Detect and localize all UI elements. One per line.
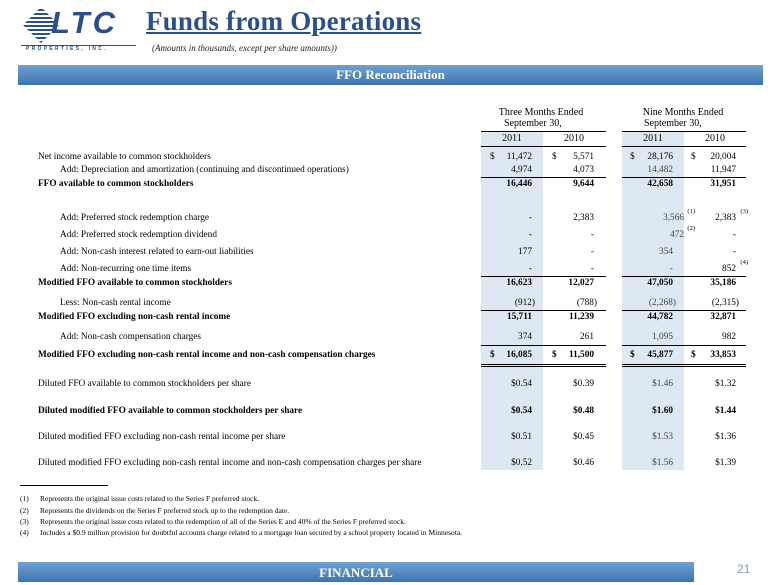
rule-total-top-nine	[622, 345, 746, 346]
table-row-noncash-rental	[0, 297, 780, 310]
row-label: Diluted modified FFO excluding non-cash rental income and non-cash compensation charges per share	[38, 458, 422, 468]
cell-value: 16,085	[506, 350, 532, 360]
footnote-1	[20, 494, 259, 504]
header-rule-three	[481, 131, 606, 132]
row-label: Modified FFO excluding non-cash rental income and non-cash compensation charges	[38, 350, 376, 360]
table-row-noncash-interest	[0, 246, 780, 259]
dollar-sign: $	[630, 350, 635, 360]
table-row-diluted-ffo	[0, 378, 780, 391]
row-label: Diluted modified FFO excluding non-cash rental income per share	[38, 432, 286, 442]
table-row-diluted-excl-rental	[0, 431, 780, 444]
cell-value: $1.53	[652, 432, 673, 442]
dollar-sign: $	[691, 350, 696, 360]
rule-total-top-three	[481, 345, 606, 346]
table-row-modified-excl-rental	[0, 311, 780, 324]
table-row-diluted-modified-ffo	[0, 405, 780, 418]
cell-value: $0.39	[573, 379, 594, 389]
cell-value: 31,951	[710, 179, 736, 189]
cell-value: -	[590, 230, 594, 240]
row-label: Add: Preferred stock redemption charge	[60, 213, 210, 223]
row-label: Add: Non-recurring one time items	[60, 264, 192, 274]
cell-value: -	[732, 247, 736, 257]
row-label: Less: Non-cash rental income	[60, 298, 171, 308]
cell-value: 1,095	[652, 332, 673, 342]
cell-value: $1.44	[715, 406, 736, 416]
row-label: Modified FFO excluding non-cash rental income	[38, 312, 231, 322]
year-col-3: 2011	[643, 133, 663, 144]
rule-total-bottom-nine-b	[622, 366, 746, 367]
cell-value: 14,482	[647, 165, 673, 175]
cell-value: 20,004	[710, 152, 736, 162]
footnote-key: (2)	[20, 506, 29, 515]
cell-value: 28,176	[647, 152, 673, 162]
cell-value: $0.54	[511, 379, 532, 389]
row-label: Modified FFO available to common stockholders	[38, 278, 232, 288]
logo-tagline: PROPERTIES, INC.	[26, 46, 108, 52]
table-row-ffo	[0, 178, 780, 191]
cell-value: -	[669, 264, 673, 274]
cell-value: 11,239	[568, 312, 594, 322]
cell-value: $1.60	[652, 406, 673, 416]
footer-banner: FINANCIAL	[18, 562, 694, 582]
cell-value: 35,186	[710, 278, 736, 288]
cell-value: 16,623	[506, 278, 532, 288]
cell-value: $1.56	[652, 458, 673, 468]
header-rule-nine	[622, 131, 746, 132]
dollar-sign: $	[691, 152, 696, 162]
cell-value: $1.36	[715, 432, 736, 442]
cell-value: $0.46	[573, 458, 594, 468]
logo-letters: LTC	[51, 5, 118, 40]
cell-value: $1.46	[652, 379, 673, 389]
cell-value: 2,383	[573, 213, 594, 223]
dollar-sign: $	[552, 350, 557, 360]
cell-value: 16,446	[506, 179, 532, 189]
cell-value: 12,027	[568, 278, 594, 288]
dollar-sign: $	[552, 152, 557, 162]
table-row-preferred-dividend: Add: Preferred stock redemption dividend - - 472 (2) -	[60, 225, 736, 240]
year-col-2: 2010	[564, 133, 584, 144]
year-col-1: 2011	[502, 133, 522, 144]
footnote-key: (1)	[20, 494, 29, 503]
footnote-text: Represents the original issue costs related to the Series F preferred stock.	[40, 494, 260, 503]
cell-value: 45,877	[647, 350, 673, 360]
cell-value: $0.48	[573, 406, 594, 416]
cell-value: -	[528, 230, 532, 240]
table-row-depreciation	[0, 164, 780, 177]
cell-value: 11,472	[506, 152, 532, 162]
cell-value: 11,947	[710, 165, 736, 175]
cell-value: (788)	[576, 298, 597, 308]
row-label: Add: Non-cash interest related to earn-out liabilities	[60, 247, 254, 257]
cell-value: 261	[580, 332, 594, 342]
cell-value: (2,268)	[648, 298, 676, 308]
cell-value: -	[732, 230, 736, 240]
cell-value: -	[590, 264, 594, 274]
footnote-text: Represents the original issue costs related to the redemption of all of the Series E and 40% of the Series F preferred stock.	[40, 517, 406, 526]
cell-value: -	[528, 264, 532, 274]
header-nine-months: Nine Months Ended September 30,	[642, 107, 724, 129]
cell-value: -	[590, 247, 594, 257]
table-row-modified-excl-rental-compensation	[0, 349, 780, 362]
rule-total-bottom-three-b	[481, 366, 606, 367]
cell-value: 177	[518, 247, 532, 257]
year-rule-three	[481, 146, 606, 147]
company-logo	[21, 5, 136, 52]
cell-value: 47,050	[647, 278, 673, 288]
cell-value: 472	[670, 230, 684, 240]
cell-value: $1.32	[715, 379, 736, 389]
cell-value: (912)	[514, 298, 535, 308]
footnote-key: (4)	[20, 528, 29, 537]
table-row-diluted-excl-rental-compensation	[0, 457, 780, 470]
footnote-2	[20, 506, 289, 516]
page-title: Funds from Operations	[146, 6, 422, 36]
cell-value: 4,974	[511, 165, 532, 175]
cell-value: $0.52	[511, 458, 532, 468]
cell-value: 42,658	[647, 179, 673, 189]
footnote-text: Includes a $0.9 million provision for doubtful accounts charge related to a mortgage loan secured by a school property located in Minnesota.	[40, 528, 463, 537]
cell-value: 852	[722, 264, 736, 274]
row-label: Add: Non-cash compensation charges	[60, 332, 202, 342]
cell-value: 4,073	[573, 165, 594, 175]
table-row-modified-ffo	[0, 277, 780, 290]
dollar-sign: $	[630, 152, 635, 162]
cell-value: 15,711	[506, 312, 532, 322]
header-three-months: Three Months Ended September 30,	[498, 107, 584, 129]
dollar-sign: $	[490, 350, 495, 360]
footnote-divider	[20, 485, 108, 486]
year-col-4: 2010	[705, 133, 725, 144]
cell-value: 44,782	[647, 312, 673, 322]
table-row-non-recurring: Add: Non-recurring one time items - - - 852 (4)	[60, 259, 748, 274]
cell-value: (2,315)	[711, 298, 739, 308]
page-number: 21	[737, 562, 751, 576]
cell-value: 32,871	[710, 312, 736, 322]
cell-value: $0.54	[511, 406, 532, 416]
cell-value: $0.45	[573, 432, 594, 442]
row-label: Add: Preferred stock redemption dividend	[60, 230, 217, 240]
row-label: Add: Depreciation and amortization (continuing and discontinued operations)	[60, 165, 349, 175]
footnote-3	[20, 517, 406, 527]
rule-total-bottom-three-a	[481, 364, 606, 365]
footnote-key: (3)	[20, 517, 29, 526]
table-row-preferred-charge: Add: Preferred stock redemption charge - 2,383 3,566 (1) 2,383 (3)	[60, 208, 748, 223]
table-row-net-income	[0, 151, 780, 164]
dollar-sign: $	[490, 152, 495, 162]
page-subtitle: (Amounts in thousands, except per share amounts))	[152, 43, 337, 53]
cell-value: -	[528, 213, 532, 223]
row-label: Diluted FFO available to common stockholders per share	[38, 379, 252, 389]
cell-value: 3,566	[663, 213, 684, 223]
row-label: Diluted modified FFO available to common stockholders per share	[38, 406, 303, 416]
year-rule-nine	[622, 146, 746, 147]
cell-value: 354	[659, 247, 673, 257]
footnote-4	[20, 528, 462, 538]
cell-value: $1.39	[715, 458, 736, 468]
footnote-text: Represents the dividends on the Series F preferred stock up to the redemption date.	[40, 506, 290, 515]
cell-value: 5,571	[573, 152, 594, 162]
cell-value: 33,853	[710, 350, 736, 360]
cell-value: 9,644	[573, 179, 594, 189]
cell-value: 374	[518, 332, 532, 342]
rule-total-bottom-nine-a	[622, 364, 746, 365]
table-row-noncash-compensation	[0, 331, 780, 344]
cell-value: $0.51	[511, 432, 532, 442]
cell-value: 982	[722, 332, 736, 342]
section-banner: FFO Reconciliation	[18, 65, 763, 85]
row-label: FFO available to common stockholders	[38, 179, 194, 189]
cell-value: 2,383	[715, 213, 736, 223]
cell-value: 11,500	[568, 350, 594, 360]
row-label: Net income available to common stockholders	[38, 152, 211, 162]
